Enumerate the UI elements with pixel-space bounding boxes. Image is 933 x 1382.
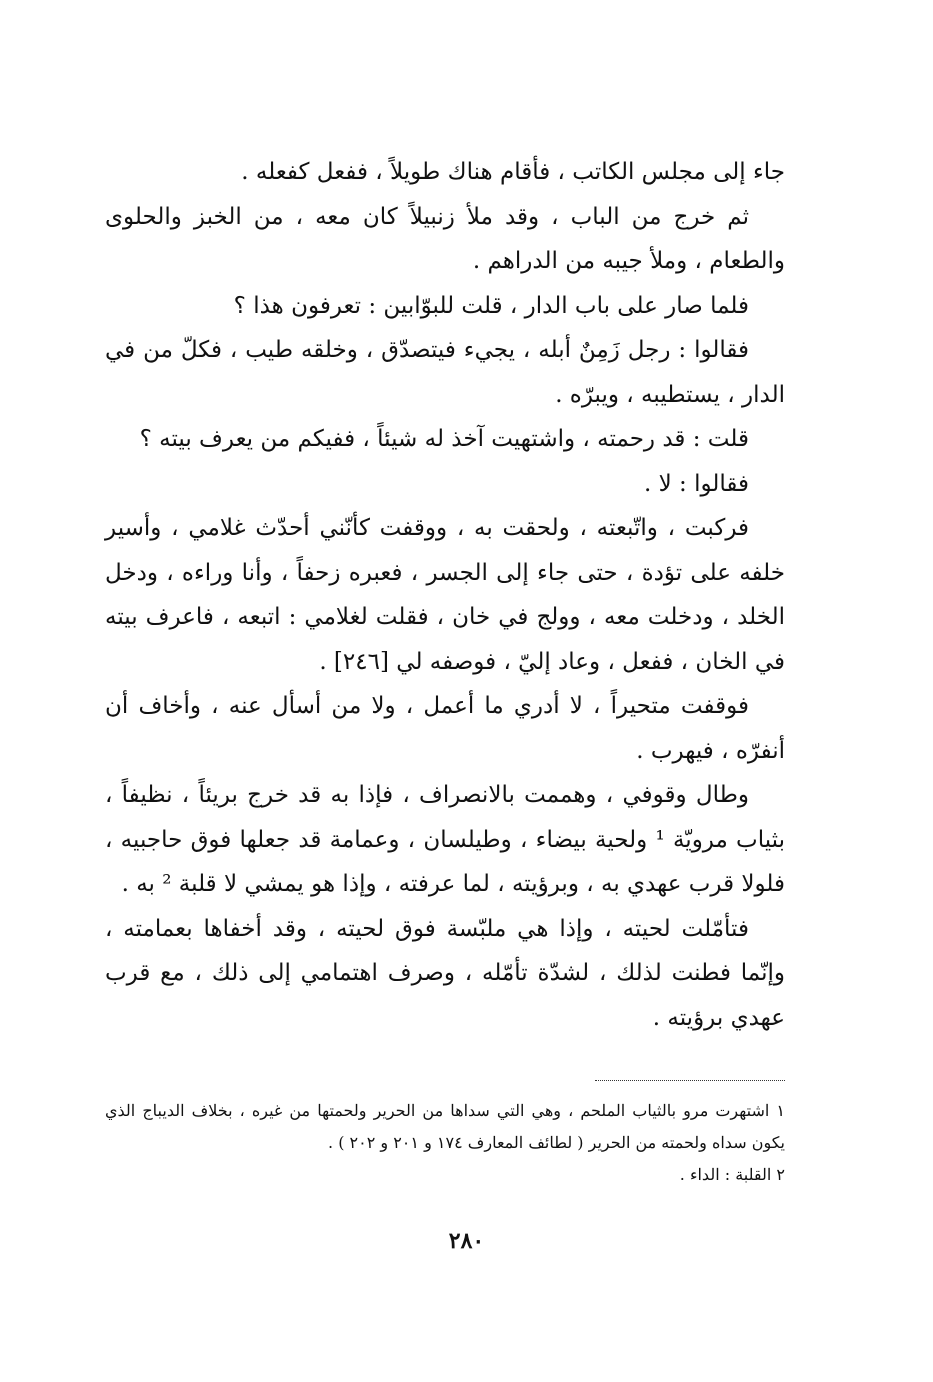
paragraph-5: قلت : قد رحمته ، واشتهيت آخذ له شيئاً ، ففيكم من يعرف بيته ؟ xyxy=(139,426,749,452)
footnote-2: ٢ القلبة : الداء . xyxy=(679,1165,785,1184)
paragraph-3: فلما صار على باب الدار ، قلت للبوّابين : تعرفون هذا ؟ xyxy=(233,292,749,319)
footnotes xyxy=(105,1080,785,1191)
paragraph-8: فوقفت متحيراً ، لا أدري ما أعمل ، ولا من أسأل عنه ، وأخاف أن أنفرّه ، فيهرب . xyxy=(105,693,785,764)
paragraph-7: فركبت ، واتّبعته ، ولحقت به ، ووقفت كأنّني أحدّث غلامي ، وأسير خلفه على تؤدة ، حتى جاء إلى الجسر ، فعبره زحفاً ، وأنا وراءه ، ودخل الخلد ، ودخلت معه ، وولج في خان ، فقلت لغلامي : اتبعه ، فاعرف بيته في الخان ، ففعل ، وعاد إليّ ، فوصفه لي [٢٤٦] . xyxy=(105,515,785,675)
paragraph-2: ثم خرج من الباب ، وقد ملأ زنبيلاً كان معه ، من الخبز والحلوى والطعام ، وملأ جيبه من الدراهم . xyxy=(105,203,785,274)
footnote-divider xyxy=(595,1080,785,1081)
main-text xyxy=(105,150,785,1040)
page-number: ٢٨٠ xyxy=(448,1228,485,1254)
paragraph-4: فقالوا : رجل زَمِنٌ أبله ، يجيء فيتصدّق ، وخلقه طيب ، فكلّ من في الدار ، يستطيبه ، ويبرّه . xyxy=(105,337,785,408)
paragraph-1: جاء إلى مجلس الكاتب ، فأقام هناك طويلاً ، ففعل كفعله . xyxy=(241,159,785,185)
paragraph-10: فتأمّلت لحيته ، وإذا هي ملبّسة فوق لحيته ، وقد أخفاها بعمامته ، وإنّما فطنت لذلك ، لشدّة تأمّله ، وصرف اهتمامي إلى ذلك ، مع قرب عهدي برؤيته . xyxy=(105,915,785,1031)
paragraph-6: فقالوا : لا . xyxy=(643,470,749,497)
footnote-1: ١ اشتهرت مرو بالثياب الملحم ، وهي التي سداها من الحرير ولحمتها من غيره ، بخلاف الديباج الذي يكون سداه ولحمته من الحرير ( لطائف المعارف ١٧٤ و ٢٠١ و ٢٠٢ ) . xyxy=(105,1101,785,1152)
paragraph-9: وطال وقوفي ، وهممت بالانصراف ، فإذا به قد خرج بريئاً ، نظيفاً ، بثياب مرويّة ¹ ولحية بيضاء ، وطيلسان ، وعمامة قد جعلها فوق حاجبيه ، فلولا قرب عهدي به ، وبرؤيته ، لما عرفته ، وإذا هو يمشي لا قلبة ² به . xyxy=(105,782,786,897)
body-text xyxy=(105,150,785,1040)
